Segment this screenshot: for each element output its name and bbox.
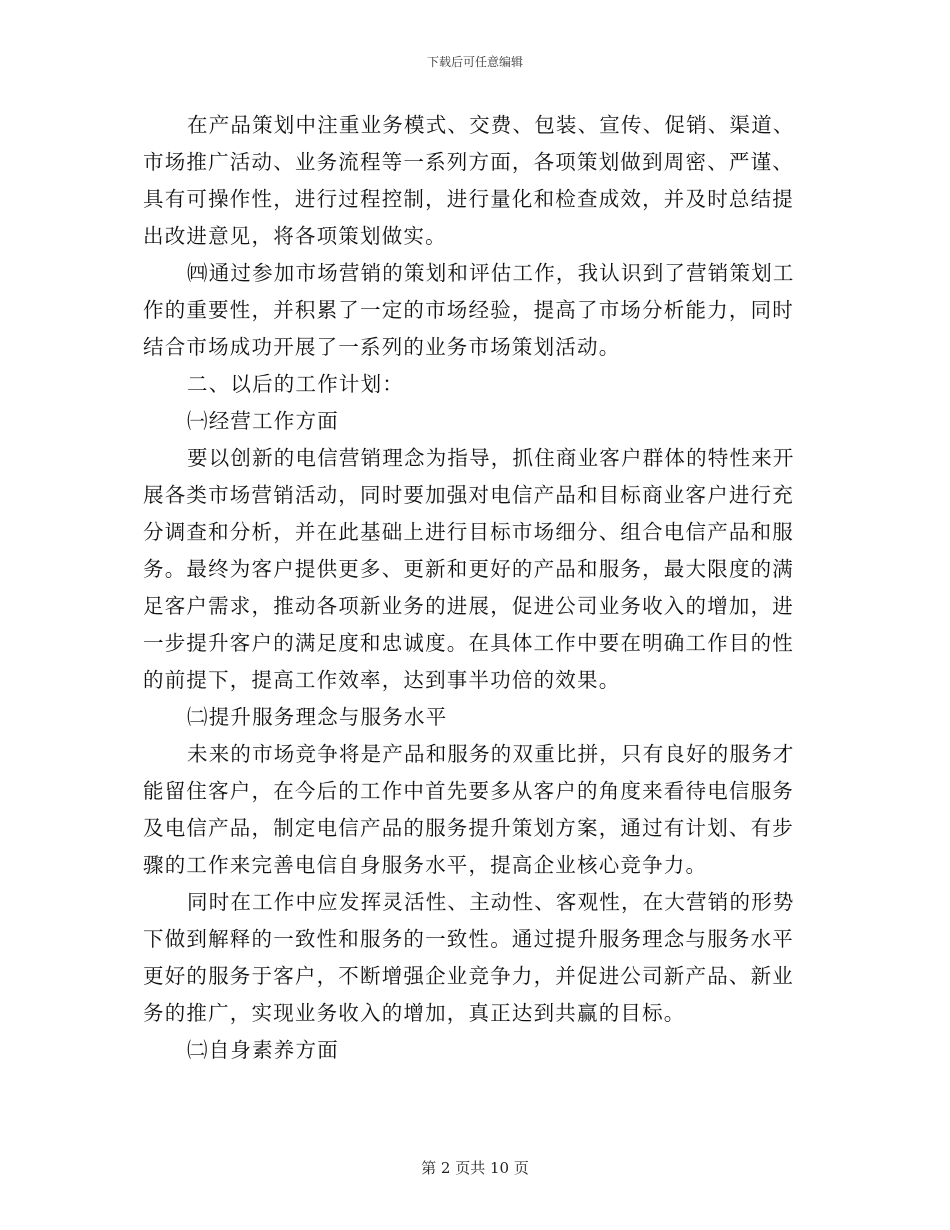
text-line: 二、以后的工作计划： [187, 372, 404, 396]
text-line: 要以创新的电信营销理念为指导，抓住商业客户群体的特性来开 [187, 446, 795, 470]
subsection-heading [143, 1032, 793, 1069]
page-footer: 第 2 页共 10 页 [421, 1159, 529, 1177]
text-line: 结合市场成功开展了一系列的业务市场策划活动。 [143, 335, 621, 359]
text-line: 未来的市场竞争将是产品和服务的双重比拼，只有良好的服务才 [187, 742, 795, 766]
text-line: 一步提升客户的满足度和忠诚度。在具体工作中要在明确工作目的性 [143, 631, 794, 655]
text-line: ㈣通过参加市场营销的策划和评估工作，我认识到了营销策划工 [187, 261, 795, 285]
text-line: 具有可操作性，进行过程控制，进行量化和检查成效，并及时总结提 [143, 187, 794, 211]
page-header: 下载后可任意编辑 [426, 55, 523, 69]
text-line: 能留住客户，在今后的工作中首先要多从客户的角度来看待电信服务 [143, 779, 794, 803]
text-line: 更好的服务于客户，不断增强企业竞争力，并促进公司新产品、新业 [143, 964, 794, 988]
subsection-heading [143, 699, 793, 736]
text-line: 出改进意见，将各项策划做实。 [143, 224, 447, 248]
text-line: ㈡自身素养方面 [187, 1038, 339, 1062]
text-line: 同时在工作中应发挥灵活性、主动性、客观性，在大营销的形势 [187, 890, 795, 914]
paragraph [143, 255, 793, 366]
text-line: 市场推广活动、业务流程等一系列方面，各项策划做到周密、严谨、 [143, 150, 794, 174]
paragraph [143, 736, 793, 884]
paragraph [143, 107, 793, 255]
text-line: 及电信产品，制定电信产品的服务提升策划方案，通过有计划、有步 [143, 816, 794, 840]
paragraph [143, 884, 793, 1032]
subsection-heading [143, 403, 793, 440]
text-line: 骤的工作来完善电信自身服务水平，提高企业核心竞争力。 [143, 853, 708, 877]
text-line: ㈡提升服务理念与服务水平 [187, 705, 448, 729]
text-line: ㈠经营工作方面 [187, 409, 339, 433]
text-line: 分调查和分析，并在此基础上进行目标市场细分、组合电信产品和服 [143, 520, 794, 544]
text-line: 务。最终为客户提供更多、更新和更好的产品和服务，最大限度的满 [143, 557, 794, 581]
paragraph [143, 440, 793, 699]
text-line: 作的重要性，并积累了一定的市场经验，提高了市场分析能力，同时 [143, 298, 794, 322]
document-body [143, 107, 793, 1069]
text-line: 下做到解释的一致性和服务的一致性。通过提升服务理念与服务水平 [143, 927, 794, 951]
text-line: 务的推广，实现业务收入的增加，真正达到共赢的目标。 [143, 1001, 686, 1025]
text-line: 足客户需求，推动各项新业务的进展，促进公司业务收入的增加，进 [143, 594, 794, 618]
text-line: 展各类市场营销活动，同时要加强对电信产品和目标商业客户进行充 [143, 483, 794, 507]
text-line: 的前提下，提高工作效率，达到事半功倍的效果。 [143, 668, 621, 692]
section-heading [143, 366, 793, 403]
text-line: 在产品策划中注重业务模式、交费、包装、宣传、促销、渠道、 [187, 113, 795, 137]
